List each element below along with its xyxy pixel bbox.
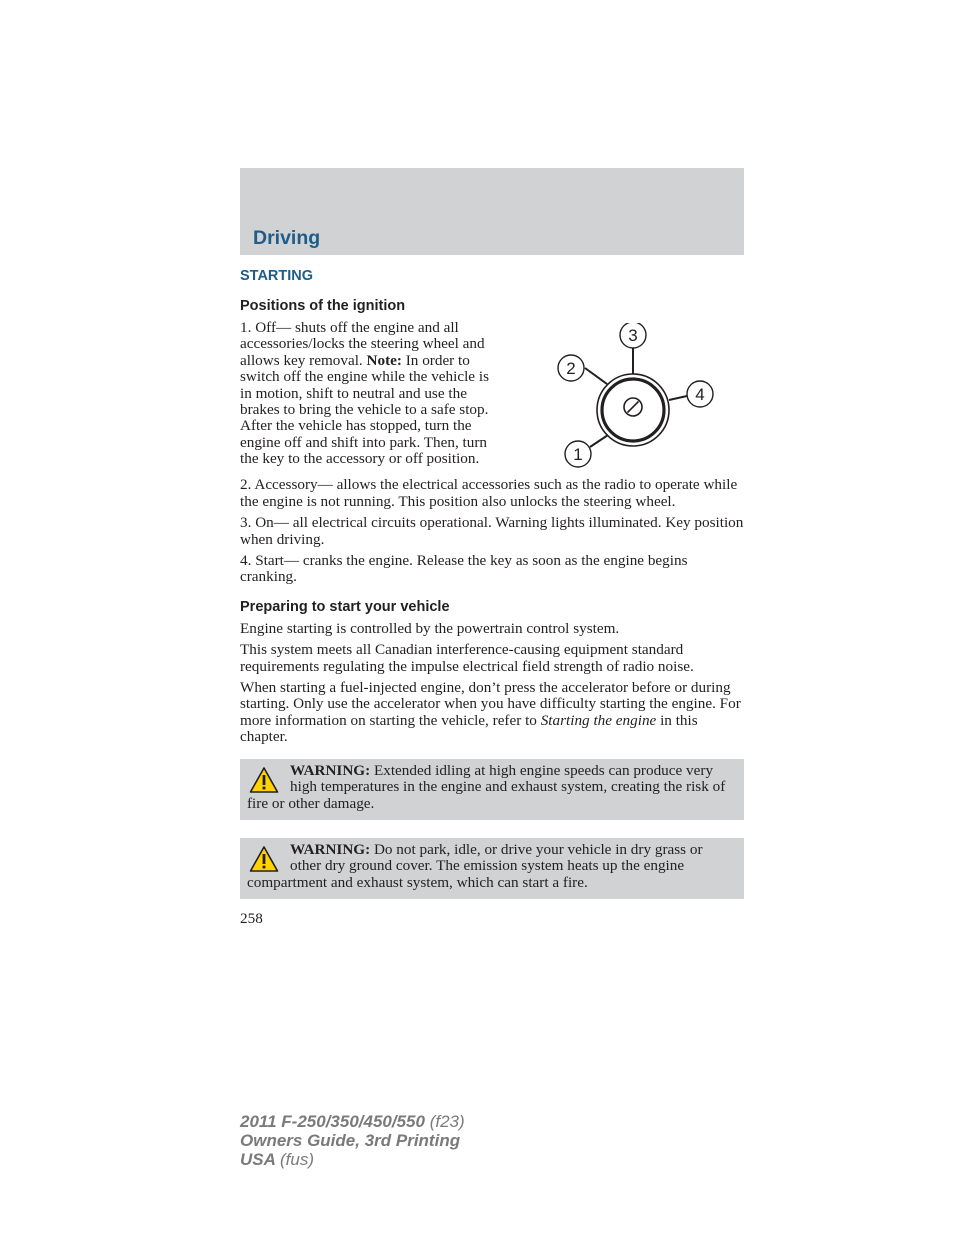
section-title: Driving — [253, 227, 321, 249]
warning-text: Do not park, idle, or drive your vehicle in dry grass or other dry ground cover. The emission system heats up the engine compartment and exhaust system, which can start a fire. — [247, 840, 703, 891]
starting-heading: STARTING — [240, 268, 314, 284]
warning-triangle-icon — [249, 845, 279, 873]
ignition-diagram — [545, 323, 720, 477]
warning-triangle-icon — [249, 766, 279, 794]
warning-box — [240, 759, 744, 820]
warning-text: Extended idling at high engine speeds can produce very high temperatures in the engine and exhaust system, creating the risk of fire or other damage. — [247, 761, 726, 812]
preparing-para-1: Engine starting is controlled by the powertrain control system. — [240, 619, 620, 637]
footer-line-2: Owners Guide, 3rd Printing — [240, 1131, 461, 1150]
ignition-item-2: 2. Accessory— allows the electrical accessories such as the radio to operate while the engine is not running. This position also unlocks the steering wheel. — [240, 476, 738, 510]
preparing-para-3: When starting a fuel-injected engine, don’t press the accelerator before or during starting. Only use the accelerator when you have difficulty starting the engine. For more information on starting the vehicle, refer to Starting the engine in this chapter. — [240, 679, 741, 746]
positions-heading: Positions of the ignition — [240, 298, 406, 314]
position-1-label: 1 — [573, 445, 583, 464]
chapter-reference: Starting the engine — [540, 711, 657, 729]
preparing-heading: Preparing to start your vehicle — [240, 598, 450, 615]
page-content — [240, 267, 744, 933]
ignition-item-1: 1. Off— shuts off the engine and all accessories/locks the steering wheel and allows key removal. Note: In order to switch off the engine while the vehicle is in motion, shift to neutral and use the brakes to bring the vehicle to a safe stop. After the vehicle has stopped, turn the engine off and shift into park. Then, turn the key to the accessory or off position. — [240, 319, 489, 468]
section-header-band — [240, 168, 744, 255]
footer-line-3: USA (fus) — [240, 1150, 314, 1169]
warning-label: WARNING: — [290, 840, 371, 858]
footer-line-1: 2011 F-250/350/450/550 (f23) — [240, 1112, 465, 1131]
warning-box — [240, 838, 744, 899]
position-3-label: 3 — [628, 326, 638, 345]
ignition-item-4: 4. Start— cranks the engine. Release the key as soon as the engine begins cranking. — [240, 552, 688, 586]
note-label: Note: — [366, 351, 402, 369]
warning-label: WARNING: — [290, 761, 371, 779]
position-4-label: 4 — [695, 385, 705, 404]
page-number: 258 — [240, 910, 263, 928]
ignition-switch-icon — [545, 323, 720, 473]
ignition-positions-block — [240, 320, 744, 477]
ignition-item-3: 3. On— all electrical circuits operational. Warning lights illuminated. Key position when driving. — [240, 514, 744, 548]
preparing-para-2: This system meets all Canadian interference-causing equipment standard requirements regulating the impulse electrical field strength of radio noise. — [240, 641, 694, 675]
document-footer — [240, 1112, 465, 1169]
position-2-label: 2 — [566, 359, 576, 378]
